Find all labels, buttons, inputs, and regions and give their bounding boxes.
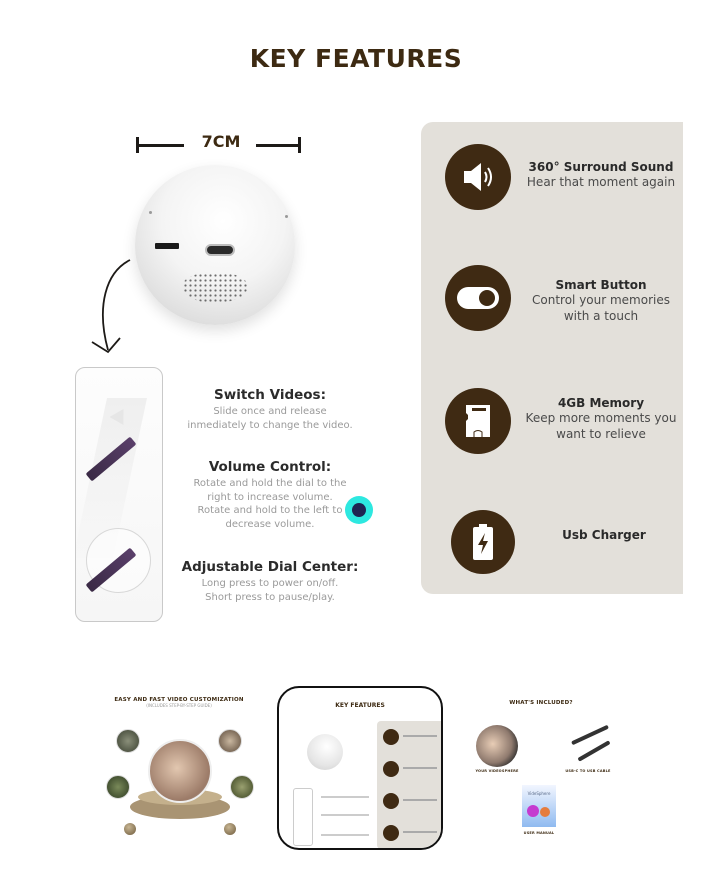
mini-feature-icon xyxy=(383,729,399,745)
photo-thumb xyxy=(218,729,242,753)
thumbnail-video-customization[interactable] xyxy=(104,697,254,842)
videosphere-image xyxy=(476,725,518,767)
photo-globe xyxy=(148,739,212,803)
instruction-dial-center xyxy=(180,559,360,604)
stand-foot xyxy=(224,823,236,835)
stand-foot xyxy=(124,823,136,835)
dimension-line-right xyxy=(256,144,300,147)
curved-arrow-icon xyxy=(84,256,134,356)
thumbnail-subcaption: (INCLUDES STEP-BY-STEP GUIDE) xyxy=(146,703,212,708)
feature-smart-button xyxy=(445,265,683,333)
thumbnail-caption: WHAT'S INCLUDED? xyxy=(509,700,573,706)
page-title: KEY FEATURES xyxy=(249,44,463,73)
mini-feature-icon xyxy=(383,825,399,841)
instruction-line: Slide once and release xyxy=(213,406,327,417)
instruction-line: Long press to power on/off. xyxy=(201,578,339,589)
mini-feature-icon xyxy=(383,761,399,777)
thumbnail-whats-included[interactable] xyxy=(466,697,616,842)
instruction-heading: Adjustable Dial Center: xyxy=(181,559,359,575)
feature-title: 4GB Memory xyxy=(557,396,645,410)
sphere-pin xyxy=(149,211,152,214)
manual-graphic xyxy=(540,807,550,817)
battery-charging-icon xyxy=(451,510,515,574)
mini-text-line xyxy=(403,735,437,737)
manual-graphic xyxy=(527,805,539,817)
instruction-switch-videos xyxy=(180,387,360,432)
manual-title: VideSphere xyxy=(527,791,551,796)
mini-text-line xyxy=(403,799,437,801)
mini-text-line xyxy=(321,796,369,798)
mini-text-line xyxy=(403,767,437,769)
thumbnail-key-features[interactable] xyxy=(277,686,443,850)
mini-feature-panel xyxy=(377,721,443,849)
dimension-label: 7CM xyxy=(201,132,241,151)
feature-description: want to relieve xyxy=(556,427,646,441)
user-manual-image xyxy=(522,785,556,827)
usb-c-port xyxy=(205,244,235,256)
feature-title: Usb Charger xyxy=(562,528,646,542)
cable-image xyxy=(577,740,610,761)
sd-slot xyxy=(155,243,179,249)
feature-title: 360° Surround Sound xyxy=(528,160,674,174)
photo-thumb xyxy=(116,729,140,753)
instruction-line: inmediately to change the video. xyxy=(187,419,353,431)
toggle-icon xyxy=(445,265,511,331)
dimension-line-left xyxy=(138,144,184,147)
features-panel xyxy=(421,122,683,594)
instruction-heading: Volume Control: xyxy=(208,459,332,475)
instruction-line: Rotate and hold to the left to xyxy=(197,505,343,516)
item-label: YOUR VIDEOSPHERE xyxy=(475,769,519,773)
feature-memory xyxy=(445,388,683,456)
feature-surround-sound xyxy=(445,144,683,212)
item-label: USB-C TO USB CABLE xyxy=(565,769,611,773)
dial-illustration-card xyxy=(75,367,163,622)
instruction-line: right to increase volume. xyxy=(207,491,333,503)
product-sphere-image xyxy=(135,165,295,325)
feature-description: Control your memories xyxy=(532,293,670,307)
mini-text-line xyxy=(321,834,369,836)
sphere-pin xyxy=(285,215,288,218)
mini-dial-card xyxy=(293,788,313,846)
cursor-indicator xyxy=(345,496,373,524)
feature-title: Smart Button xyxy=(555,278,647,292)
instruction-line: decrease volume. xyxy=(225,518,315,530)
thumbnail-caption: EASY AND FAST VIDEO CUSTOMIZATION xyxy=(114,697,244,703)
speaker-grille xyxy=(183,273,247,303)
item-label: USER MANUAL xyxy=(523,831,555,835)
mini-feature-icon xyxy=(383,793,399,809)
photo-thumb xyxy=(106,775,130,799)
instruction-line: Short press to pause/play. xyxy=(205,591,335,603)
instruction-volume-control xyxy=(180,459,360,531)
feature-description: Hear that moment again xyxy=(526,175,676,189)
mini-text-line xyxy=(321,814,369,816)
thumbnail-caption: KEY FEATURES xyxy=(335,702,385,709)
photo-thumb xyxy=(230,775,254,799)
sd-card-icon xyxy=(445,388,511,454)
feature-description: Keep more moments you xyxy=(525,411,677,425)
feature-description: with a touch xyxy=(563,309,639,323)
instruction-heading: Switch Videos: xyxy=(214,387,326,403)
dimension-marker xyxy=(136,132,302,156)
mini-text-line xyxy=(403,831,437,833)
feature-usb-charger xyxy=(451,510,689,578)
mini-sphere xyxy=(307,734,343,770)
speaker-icon xyxy=(445,144,511,210)
dimension-tick-right xyxy=(298,137,301,153)
instruction-line: Rotate and hold the dial to the xyxy=(193,478,347,489)
